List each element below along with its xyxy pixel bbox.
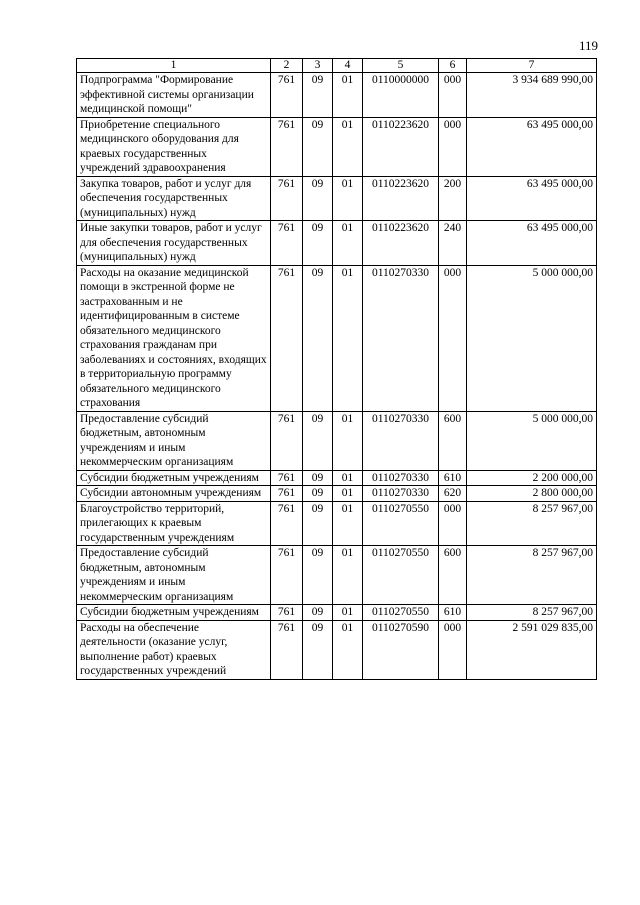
expense-type-code-cell: 600 (439, 411, 467, 470)
header-row (77, 59, 597, 73)
table-row (77, 501, 597, 546)
table-row (77, 176, 597, 221)
target-article-code-cell: 0110223620 (363, 221, 439, 266)
amount-cell: 8 257 967,00 (467, 546, 597, 605)
table-row (77, 265, 597, 411)
header-col-4: 4 (333, 59, 363, 73)
section-code-cell: 09 (303, 73, 333, 118)
target-article-code-cell: 0110000000 (363, 73, 439, 118)
expense-type-code-cell: 600 (439, 546, 467, 605)
table-row (77, 117, 597, 176)
amount-cell: 2 591 029 835,00 (467, 620, 597, 679)
expense-name-cell: Закупка товаров, работ и услуг для обеспечения государственных (муниципальных) нужд (77, 176, 271, 221)
grbs-code-cell: 761 (271, 176, 303, 221)
target-article-code-cell: 0110270330 (363, 411, 439, 470)
expense-name-cell: Подпрограмма "Формирование эффективной системы организации медицинской помощи" (77, 73, 271, 118)
subsection-code-cell: 01 (333, 176, 363, 221)
target-article-code-cell: 0110270330 (363, 470, 439, 486)
grbs-code-cell: 761 (271, 470, 303, 486)
target-article-code-cell: 0110270550 (363, 501, 439, 546)
grbs-code-cell: 761 (271, 265, 303, 411)
section-code-cell: 09 (303, 470, 333, 486)
amount-cell: 5 000 000,00 (467, 265, 597, 411)
section-code-cell: 09 (303, 411, 333, 470)
subsection-code-cell: 01 (333, 486, 363, 502)
section-code-cell: 09 (303, 117, 333, 176)
expense-type-code-cell: 620 (439, 486, 467, 502)
table-row (77, 605, 597, 621)
expense-type-code-cell: 240 (439, 221, 467, 266)
expense-name-cell: Субсидии бюджетным учреждениям (77, 605, 271, 621)
budget-table (76, 58, 597, 680)
amount-cell: 63 495 000,00 (467, 176, 597, 221)
table-row (77, 411, 597, 470)
amount-cell: 63 495 000,00 (467, 117, 597, 176)
section-code-cell: 09 (303, 221, 333, 266)
table-row (77, 470, 597, 486)
expense-name-cell: Субсидии бюджетным учреждениям (77, 470, 271, 486)
expense-type-code-cell: 610 (439, 605, 467, 621)
expense-name-cell: Предоставление субсидий бюджетным, автономным учреждениям и иным некоммерческим организациям (77, 411, 271, 470)
table-header (77, 59, 597, 73)
amount-cell: 2 200 000,00 (467, 470, 597, 486)
amount-cell: 8 257 967,00 (467, 605, 597, 621)
expense-type-code-cell: 000 (439, 73, 467, 118)
grbs-code-cell: 761 (271, 117, 303, 176)
section-code-cell: 09 (303, 176, 333, 221)
grbs-code-cell: 761 (271, 605, 303, 621)
table-row (77, 73, 597, 118)
header-col-5: 5 (363, 59, 439, 73)
expense-name-cell: Приобретение специального медицинского оборудования для краевых государственных учреждений здравоохранения (77, 117, 271, 176)
header-col-3: 3 (303, 59, 333, 73)
grbs-code-cell: 761 (271, 486, 303, 502)
target-article-code-cell: 0110223620 (363, 176, 439, 221)
grbs-code-cell: 761 (271, 221, 303, 266)
table-row (77, 546, 597, 605)
subsection-code-cell: 01 (333, 221, 363, 266)
subsection-code-cell: 01 (333, 73, 363, 118)
expense-name-cell: Расходы на обеспечение деятельности (оказание услуг, выполнение работ) краевых государственных учреждений (77, 620, 271, 679)
table-body (77, 73, 597, 680)
section-code-cell: 09 (303, 501, 333, 546)
target-article-code-cell: 0110270330 (363, 486, 439, 502)
expense-name-cell: Благоустройство территорий, прилегающих к краевым государственным учреждениям (77, 501, 271, 546)
amount-cell: 5 000 000,00 (467, 411, 597, 470)
section-code-cell: 09 (303, 486, 333, 502)
target-article-code-cell: 0110270550 (363, 605, 439, 621)
target-article-code-cell: 0110223620 (363, 117, 439, 176)
expense-type-code-cell: 000 (439, 117, 467, 176)
subsection-code-cell: 01 (333, 546, 363, 605)
amount-cell: 63 495 000,00 (467, 221, 597, 266)
expense-name-cell: Субсидии автономным учреждениям (77, 486, 271, 502)
section-code-cell: 09 (303, 265, 333, 411)
grbs-code-cell: 761 (271, 620, 303, 679)
expense-type-code-cell: 200 (439, 176, 467, 221)
header-col-2: 2 (271, 59, 303, 73)
table-row (77, 486, 597, 502)
header-col-7: 7 (467, 59, 597, 73)
expense-type-code-cell: 000 (439, 501, 467, 546)
expense-name-cell: Иные закупки товаров, работ и услуг для обеспечения государственных (муниципальных) нужд (77, 221, 271, 266)
expense-type-code-cell: 000 (439, 265, 467, 411)
subsection-code-cell: 01 (333, 470, 363, 486)
subsection-code-cell: 01 (333, 117, 363, 176)
expense-name-cell: Предоставление субсидий бюджетным, автономным учреждениям и иным некоммерческим организациям (77, 546, 271, 605)
subsection-code-cell: 01 (333, 411, 363, 470)
amount-cell: 2 800 000,00 (467, 486, 597, 502)
subsection-code-cell: 01 (333, 605, 363, 621)
section-code-cell: 09 (303, 620, 333, 679)
expense-type-code-cell: 000 (439, 620, 467, 679)
subsection-code-cell: 01 (333, 501, 363, 546)
table-row (77, 620, 597, 679)
amount-cell: 8 257 967,00 (467, 501, 597, 546)
table-row (77, 221, 597, 266)
target-article-code-cell: 0110270550 (363, 546, 439, 605)
grbs-code-cell: 761 (271, 546, 303, 605)
grbs-code-cell: 761 (271, 73, 303, 118)
target-article-code-cell: 0110270590 (363, 620, 439, 679)
header-col-6: 6 (439, 59, 467, 73)
header-col-1: 1 (77, 59, 271, 73)
expense-type-code-cell: 610 (439, 470, 467, 486)
grbs-code-cell: 761 (271, 411, 303, 470)
expense-name-cell: Расходы на оказание медицинской помощи в экстренной форме не застрахованным и не идентифицированным в системе обязательного медицинского страхования гражданам при заболеваниях и состояниях, входящих в территориальную программу обязательного медицинского страхования (77, 265, 271, 411)
subsection-code-cell: 01 (333, 265, 363, 411)
section-code-cell: 09 (303, 546, 333, 605)
page-number: 119 (578, 38, 598, 53)
subsection-code-cell: 01 (333, 620, 363, 679)
target-article-code-cell: 0110270330 (363, 265, 439, 411)
grbs-code-cell: 761 (271, 501, 303, 546)
section-code-cell: 09 (303, 605, 333, 621)
amount-cell: 3 934 689 990,00 (467, 73, 597, 118)
